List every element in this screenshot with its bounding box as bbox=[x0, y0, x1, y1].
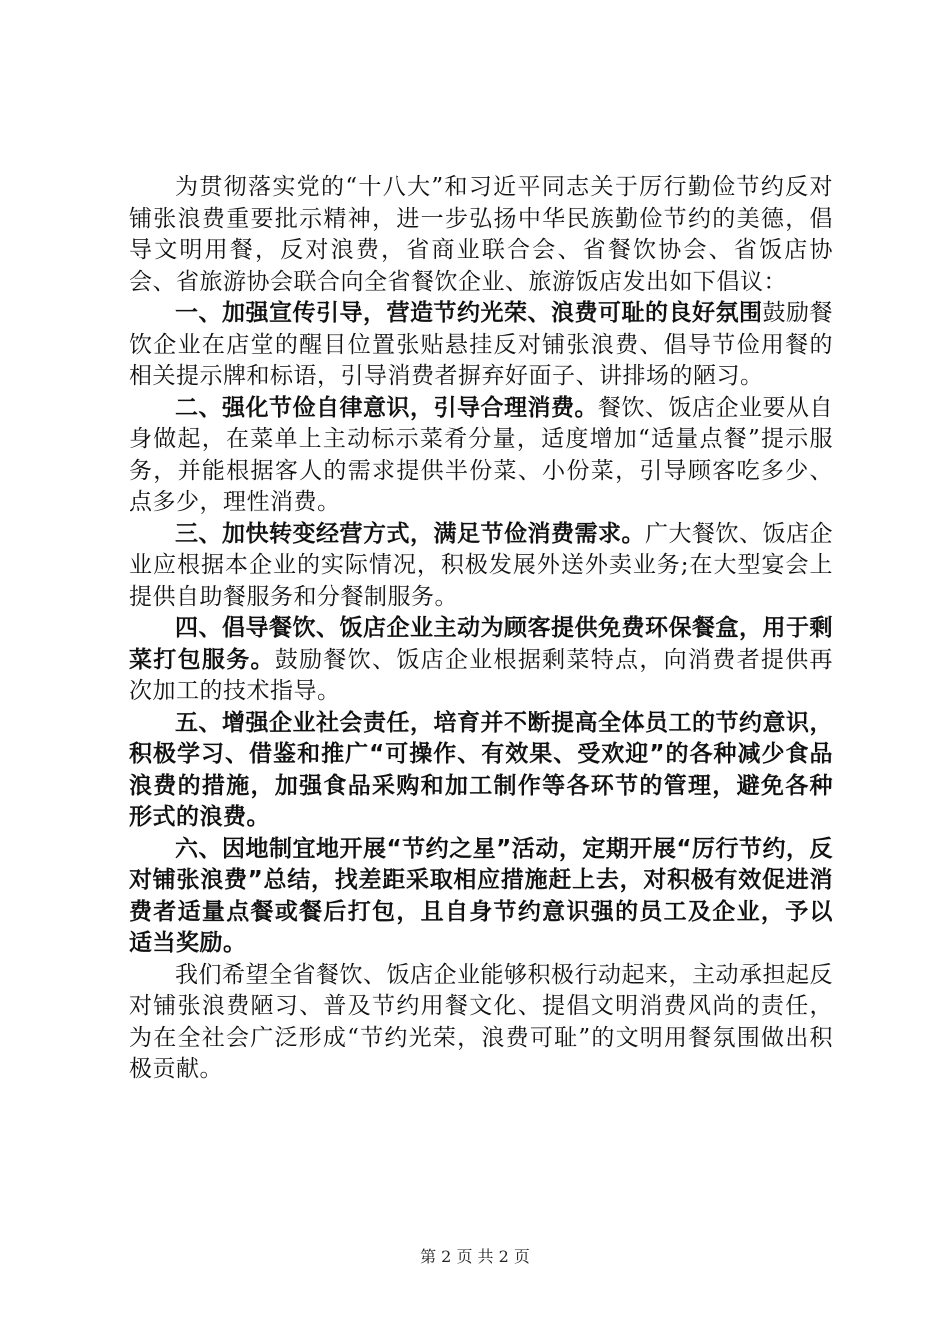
intro-paragraph bbox=[129, 172, 833, 298]
proposal-paragraph-5 bbox=[129, 708, 833, 834]
proposal-paragraph-4 bbox=[129, 613, 833, 708]
paragraph-lead: 一、加强宣传引导，营造节约光荣、浪费可耻的良好氛围 bbox=[175, 300, 763, 326]
paragraph-lead: 五、增强企业社会责任，培育并不断提高全体员工的节约意识，积极学习、借鉴和推广“可操作、有效果、受欢迎”的各种减少食品浪费的措施，加强食品采购和加工制作等各环节的管理，避免各种形式的浪费。 bbox=[129, 709, 833, 830]
paragraph-text: 我们希望全省餐饮、饭店企业能够积极行动起来，主动承担起反对铺张浪费陋习、普及节约用餐文化、提倡文明消费风尚的责任，为在全社会广泛形成“节约光荣，浪费可耻”的文明用餐氛围做出积极贡献。 bbox=[129, 961, 833, 1082]
document-body bbox=[129, 172, 833, 1086]
proposal-paragraph-1 bbox=[129, 298, 833, 393]
paragraph-text: 餐饮、饭店企业要从自身做起，在菜单上主动标示菜肴分量，适度增加“适量点餐”提示服务，并能根据客人的需求提供半份菜、小份菜，引导顾客吃多少、点多少，理性消费。 bbox=[129, 394, 833, 515]
paragraph-lead: 二、强化节俭自律意识，引导合理消费。 bbox=[175, 394, 598, 421]
paragraph-text: 为贯彻落实党的“十八大”和习近平同志关于厉行勤俭节约反对铺张浪费重要批示精神，进一步弘扬中华民族勤俭节约的美德，倡导文明用餐，反对浪费，省商业联合会、省餐饮协会、省饭店协会、省旅游协会联合向全省餐饮企业、旅游饭店发出如下倡议： bbox=[129, 174, 833, 295]
paragraph-lead: 四、倡导餐饮、饭店企业主动为顾客提供免费环保餐盒，用于剩菜打包服务。 bbox=[129, 615, 833, 673]
paragraph-lead: 六、因地制宜地开展“节约之星”活动，定期开展“厉行节约，反对铺张浪费”总结，找差距采取相应措施赶上去，对积极有效促进消费者适量点餐或餐后打包，且自身节约意识强的员工及企业，予以适当奖励。 bbox=[129, 835, 833, 956]
closing-paragraph bbox=[129, 960, 833, 1086]
paragraph-text: 广大餐饮、饭店企业应根据本企业的实际情况，积极发展外送外卖业务;在大型宴会上提供自助餐服务和分餐制服务。 bbox=[129, 520, 833, 610]
proposal-paragraph-3 bbox=[129, 519, 833, 614]
paragraph-text: 鼓励餐饮、饭店企业根据剩菜特点，向消费者提供再次加工的技术指导。 bbox=[129, 646, 834, 704]
paragraph-text: 鼓励餐饮企业在店堂的醒目位置张贴悬挂反对铺张浪费、倡导节俭用餐的相关提示牌和标语，引导消费者摒弃好面子、讲排场的陋习。 bbox=[129, 300, 833, 389]
proposal-paragraph-2 bbox=[129, 393, 833, 519]
proposal-paragraph-6 bbox=[129, 834, 833, 960]
paragraph-lead: 三、加快转变经营方式，满足节俭消费需求。 bbox=[175, 520, 645, 547]
page-number-footer: 第 2 页 共 2 页 bbox=[420, 1247, 530, 1266]
